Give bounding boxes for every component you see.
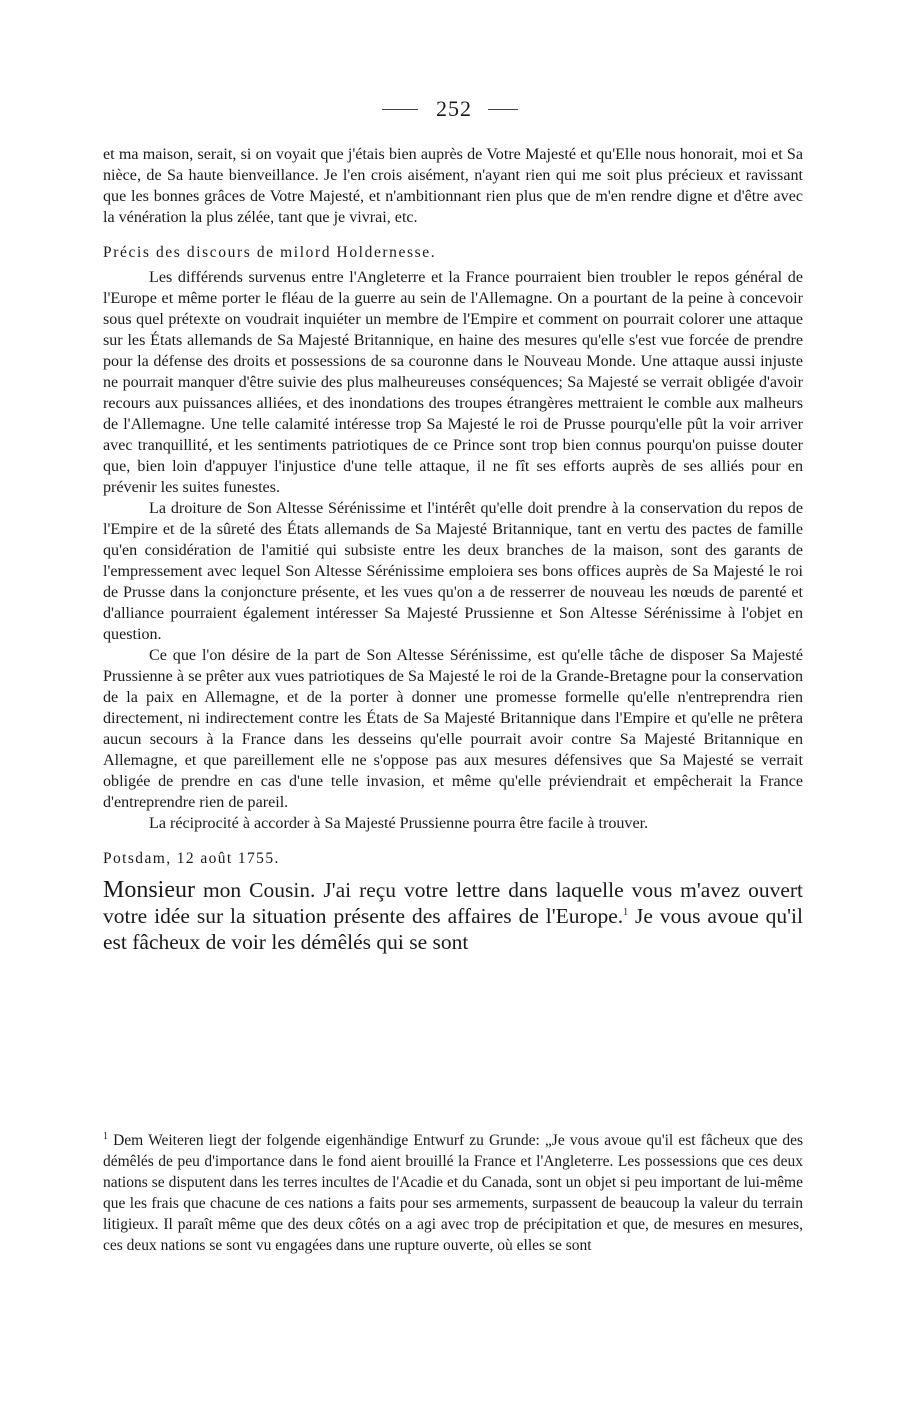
paragraph: Ce que l'on désire de la part de Son Altesse Sérénissime, est qu'elle tâche de disposer Sa Majesté Prussienne à se prêter aux vues patriotiques de Sa Majesté le roi de la Grande-Bretagne pour la conservation de la paix en Allemagne, et de la porter à donner une promesse formelle qu'elle n'entreprendra rien directement, ni indirectement contre les États de Sa Majesté Britannique dans l'Empire et qu'elle ne prêtera aucun secours à la France dans les desseins qu'elle pourrait avoir contre Sa Majesté Britannique en Allemagne, et que pareillement elle ne s'oppose pas aux mesures défensives que Sa Majesté se verrait obligée de prendre en cas d'une telle invasion, et même qu'elle préviendrait et empêcherait la France d'entreprendre rien de pareil. [103,647,803,811]
footnote-mark: 1 [103,1130,108,1142]
letter-opening [103,877,803,955]
letter-text: mon Cousin. J'ai reçu votre lettre dans laquelle vous m'avez ouvert votre idée sur la situation présente des affaires de l'Europe. [103,878,803,928]
footnote [103,1130,803,1256]
letter-first-word: Monsieur [103,877,195,903]
header-rule-right [488,109,518,110]
footnote-text: Dem Weiteren liegt der folgende eigenhändige Entwurf zu Grunde: „Je vous avoue qu'il est fâcheux que des démêlés de peu d'importance dans le fond aient brouillé la France et l'Angleterre. Les possessions que ces deux nations se disputent dans les terres incultes de l'Acadie et du Canada, sont un objet si peu important de lui-même que les frais que chacune de ces nations a faits pour ses armements, surpassent de beaucoup la valeur du terrain litigieux. Il paraît même que des deux côtés on a agi avec trop de précipitation et que, de mesures en mesures, ces deux nations se sont vu engagées dans une rupture ouverte, où elles se sont [103,1132,803,1254]
footnote-block [103,1130,803,1256]
page-header [0,94,900,124]
page-number: 252 [436,96,472,121]
paragraph: La droiture de Son Altesse Sérénissime et l'intérêt qu'elle doit prendre à la conservation du repos de l'Empire et de la sûreté des États allemands de Sa Majesté Britannique, tant en vertu des pactes de famille qu'en considération de l'amitié qui subsiste entre les deux branches de la maison, sont des garants de l'empressement avec lequel Son Altesse Sérénissime emploiera ses bons offices auprès de Sa Majesté le roi de Prusse dans la conjoncture présente, et les vues qu'on a de resserrer de nouveau les nœuds de parenté et d'alliance pourraient également intéresser Sa Majesté Prussienne et Son Altesse Sérénissime à l'objet en question. [103,500,803,643]
letter-text-continued: Je vous avoue qu'il est fâcheux de voir les démêlés qui se sont [103,904,803,954]
footnote-reference: 1 [623,906,629,918]
main-text [103,144,803,955]
letter-dateline: Potsdam, 12 août 1755. [103,850,280,867]
header-rule-left [382,109,418,110]
paragraph: Les différends survenus entre l'Angleterre et la France pourraient bien troubler le repos général de l'Europe et même porter le fléau de la guerre au sein de l'Allemagne. On a pourtant de la peine à concevoir sous quel prétexte on voudrait inquiéter un membre de l'Empire et comment on pourrait colorer une attaque sur les États allemands de Sa Majesté Britannique, en haine des mesures qu'elle s'est vue forcée de prendre pour la défense des droits et possessions de sa couronne dans le Nouveau Monde. Une attaque aussi injuste ne pourrait manquer d'être suivie des plus malheureuses conséquences; Sa Majesté se verrait obligée d'avoir recours aux puissances alliées, et des inondations des troupes étrangères mettraient le comble aux malheurs de l'Allemagne. Une telle calamité intéresse trop Sa Majesté le roi de Prusse pourqu'elle pût la voir arriver avec tranquillité, et les sentiments patriotiques de ce Prince sont trop bien connus pourqu'on puisse douter que, bien loin d'appuyer l'injustice d'une telle attaque, il ne fît ses efforts auprès de ses alliés pour en prévenir les suites funestes. [103,269,803,496]
paragraph-continuation: et ma maison, serait, si on voyait que j'étais bien auprès de Votre Majesté et qu'Elle nous honorait, moi et Sa nièce, de Sa haute bienveillance. Je l'en crois aisément, n'ayant rien qui me soit plus précieux et ravissant que les bonnes grâces de Votre Majesté, et n'ambitionnant rien plus que de m'en rendre digne et d'être avec la vénération la plus zélée, tant que je vivrai, etc. [103,146,803,226]
section-heading: Précis des discours de milord Holdernesse. [103,244,437,261]
paragraph: La réciprocité à accorder à Sa Majesté Prussienne pourra être facile à trouver. [149,815,649,832]
